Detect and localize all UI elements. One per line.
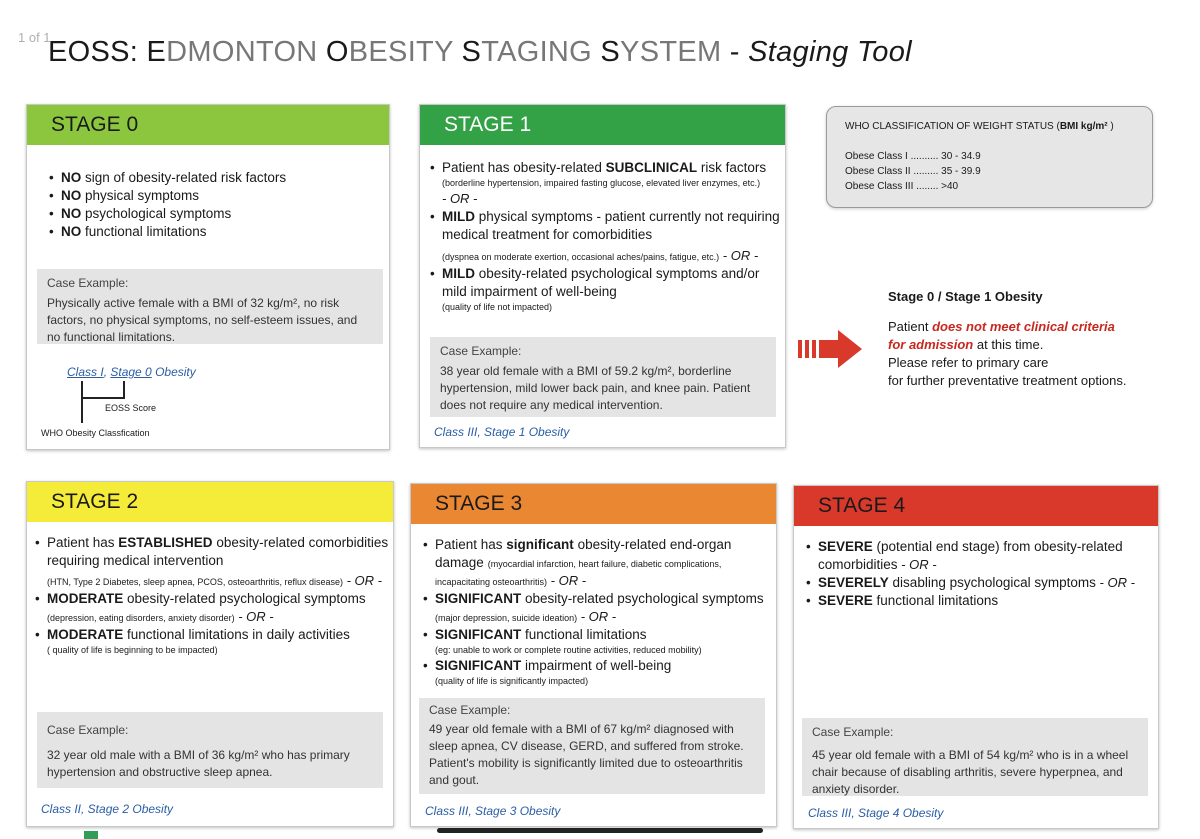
stage-2-criteria (35, 534, 391, 657)
page-marker (84, 831, 98, 839)
who-row: Obese Class II ......... 35 - 39.9 (845, 166, 981, 177)
stage-2-card (26, 481, 394, 827)
stage-0-card (26, 104, 390, 450)
criteria-item: • SIGNIFICANT obesity-related psychological symptoms (major depression, suicide ideation) - OR - (423, 591, 764, 624)
stage-0-criteria (49, 169, 379, 241)
home-indicator[interactable] (437, 828, 763, 833)
stage-4-criteria (806, 538, 1152, 610)
stage-1-header: STAGE 1 (420, 105, 785, 145)
who-classification-title: WHO CLASSIFICATION OF WEIGHT STATUS (BMI kg/m² ) (845, 121, 1114, 132)
criteria-item: • SEVERE functional limitations (806, 593, 999, 608)
document-title: EOSS: EDMONTON OBESITY STAGING SYSTEM - Staging Tool (48, 36, 912, 68)
stage-3-classification: Class III, Stage 3 Obesity (425, 804, 561, 818)
right-arrow-icon (798, 328, 864, 370)
page-counter: 1 of 1 (18, 30, 51, 45)
criteria-item: • MODERATE obesity-related psychological symptoms (depression, eating disorders, anxiety disorder) - OR - (35, 591, 366, 624)
stage-1-card (419, 104, 786, 448)
stage-3-header: STAGE 3 (411, 484, 776, 524)
stage-2-header: STAGE 2 (27, 482, 393, 522)
stage-2-classification: Class II, Stage 2 Obesity (41, 802, 174, 816)
stage-1-case-example: Case Example: 38 year old female with a BMI of 59.2 kg/m², borderline hypertension, mild lower back pain, and knee pain. Patient does not require any medical intervention. (430, 337, 776, 417)
who-row: Obese Class I .......... 30 - 34.9 (845, 151, 981, 162)
legend-stage: Stage 0 (110, 365, 152, 379)
criteria-item: • SIGNIFICANT impairment of well-being (quality of life is significantly impacted) (423, 658, 672, 686)
who-classification-box (826, 106, 1153, 208)
stage-3-card (410, 483, 777, 827)
criteria-item: • MILD physical symptoms - patient currently not requiring medical treatment for comorbidities (dyspnea on moderate exertion, occasional aches/pains, fatigue, etc.) - OR - (430, 209, 780, 263)
stage-4-case-example: Case Example: 45 year old female with a BMI of 54 kg/m² who is in a wheel chair because of disabling arthritis, severe hyperpnea, and anxiety disorder. (802, 718, 1148, 796)
criteria-item: • MODERATE functional limitations in daily activities ( quality of life is beginning to be impacted) (35, 627, 350, 655)
stage-2-case-example: Case Example: 32 year old male with a BMI of 36 kg/m² who has primary hypertension and obstructive sleep apnea. (37, 712, 383, 788)
who-classification-label: WHO Obesity Classfication (41, 428, 150, 438)
stage-4-card (793, 485, 1159, 829)
criteria-item: • SEVERE (potential end stage) from obesity-related comorbidities - OR - (806, 539, 1123, 572)
stage-1-classification: Class III, Stage 1 Obesity (434, 425, 570, 439)
admission-note: Stage 0 / Stage 1 Obesity Patient does not meet clinical criteria for admission at this time. Please refer to primary care for further preventative treatment options. (888, 289, 1127, 388)
criteria-item: • SIGNIFICANT functional limitations (eg: unable to work or complete routine activities, reduced mobility) (423, 627, 702, 655)
criteria-item: • NO sign of obesity-related risk factors (49, 169, 379, 187)
stage-3-criteria (423, 536, 773, 688)
who-row: Obese Class III ........ >40 (845, 181, 959, 192)
criteria-item: • Patient has significant obesity-related end-organ damage (myocardial infarction, heart failure, diabetic complications, incapacitating osteoarthritis) - OR - (423, 537, 732, 588)
criteria-item: • NO psychological symptoms (49, 205, 379, 223)
criteria-item: • NO physical symptoms (49, 187, 379, 205)
criteria-item: • MILD obesity-related psychological symptoms and/or mild impairment of well-being (quality of life not impacted) (430, 266, 760, 312)
stage-3-case-example: Case Example: 49 year old female with a BMI of 67 kg/m² diagnosed with sleep apnea, CV disease, GERD, and suffered from stroke. Patient's mobility is significantly limited due to osteoarthritis and gout. (419, 698, 765, 794)
eoss-score-label: EOSS Score (105, 403, 157, 413)
stage-0-header: STAGE 0 (27, 105, 389, 145)
criteria-item: • SEVERELY disabling psychological symptoms - OR - (806, 575, 1135, 590)
stage-4-header: STAGE 4 (794, 486, 1158, 526)
stage-4-classification: Class III, Stage 4 Obesity (808, 806, 944, 820)
criteria-item: • Patient has obesity-related SUBCLINICAL risk factors (borderline hypertension, impaired fasting glucose, elevated liver enzymes, etc.) (430, 160, 767, 188)
legend-line (81, 397, 125, 399)
criteria-item: • Patient has ESTABLISHED obesity-related comorbidities requiring medical intervention (HTN, Type 2 Diabetes, sleep apnea, PCOS, osteoarthritis, reflux disease) - OR - (35, 535, 389, 588)
legend-line (81, 381, 83, 423)
stage-0-case-example: Case Example: Physically active female with a BMI of 32 kg/m², no risk factors, no physical symptoms, no self-esteem issues, and no functional limitations. (37, 269, 383, 344)
legend-class: Class I (67, 365, 104, 379)
classification-legend: Class I, Stage 0 Obesity EOSS Score WHO Obesity Classfication (41, 365, 196, 438)
criteria-item: • NO functional limitations (49, 223, 379, 241)
admission-heading: Stage 0 / Stage 1 Obesity (888, 289, 1043, 304)
stage-1-criteria: • Patient has obesity-related SUBCLINICAL risk factors (borderline hypertension, impaired fasting glucose, elevated liver enzymes, etc.) - OR - • MILD physical symptoms - patient currently not requiring medical treatment for comorbidities (dyspnea on moderate exertion, occasional aches/pains, fatigue, etc.) - OR - • MILD obesity-related psychological symptoms and/or mild impairment of well-being (quality of life not impacted) (430, 159, 782, 314)
